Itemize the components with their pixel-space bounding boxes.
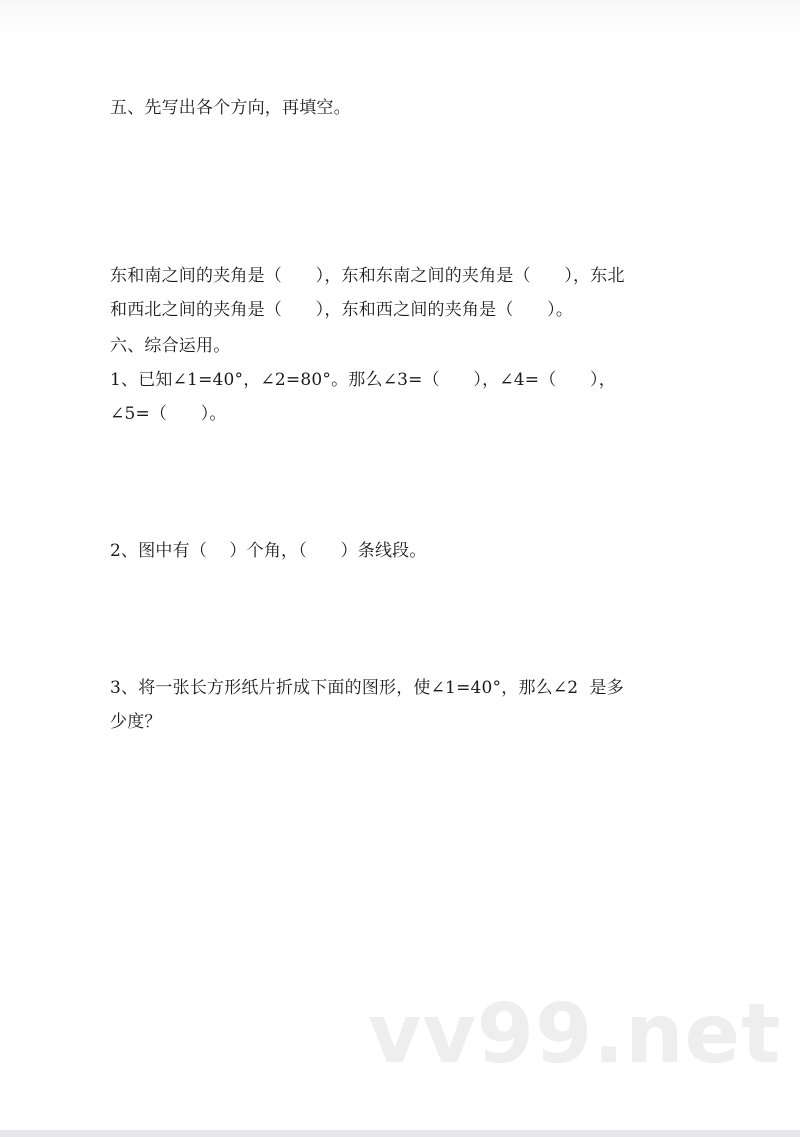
question1-line-1: 1、已知∠1=40°，∠2=80°。那么∠3=（ ），∠4=（ ）， (110, 370, 616, 390)
section6-heading: 六、综合运用。 (110, 336, 231, 356)
question2: 2、图中有（ ）个角，（ ）条线段。 (110, 541, 427, 561)
question3-line-1: 3、将一张长方形纸片折成下面的图形，使∠1=40°，那么∠2 是多 (110, 678, 624, 698)
section5-fill-line-1: 东和南之间的夹角是（ ），东和东南之间的夹角是（ ），东北 (110, 266, 625, 286)
page-bottom-edge (0, 1130, 800, 1137)
question1-line-2: ∠5=（ ）。 (110, 404, 227, 424)
section5-heading: 五、先写出各个方向，再填空。 (110, 98, 351, 118)
watermark: vv99.net (368, 987, 782, 1082)
section5-fill-line-2: 和西北之间的夹角是（ ），东和西之间的夹角是（ ）。 (110, 300, 574, 320)
question3-line-2: 少度？ (110, 712, 162, 732)
